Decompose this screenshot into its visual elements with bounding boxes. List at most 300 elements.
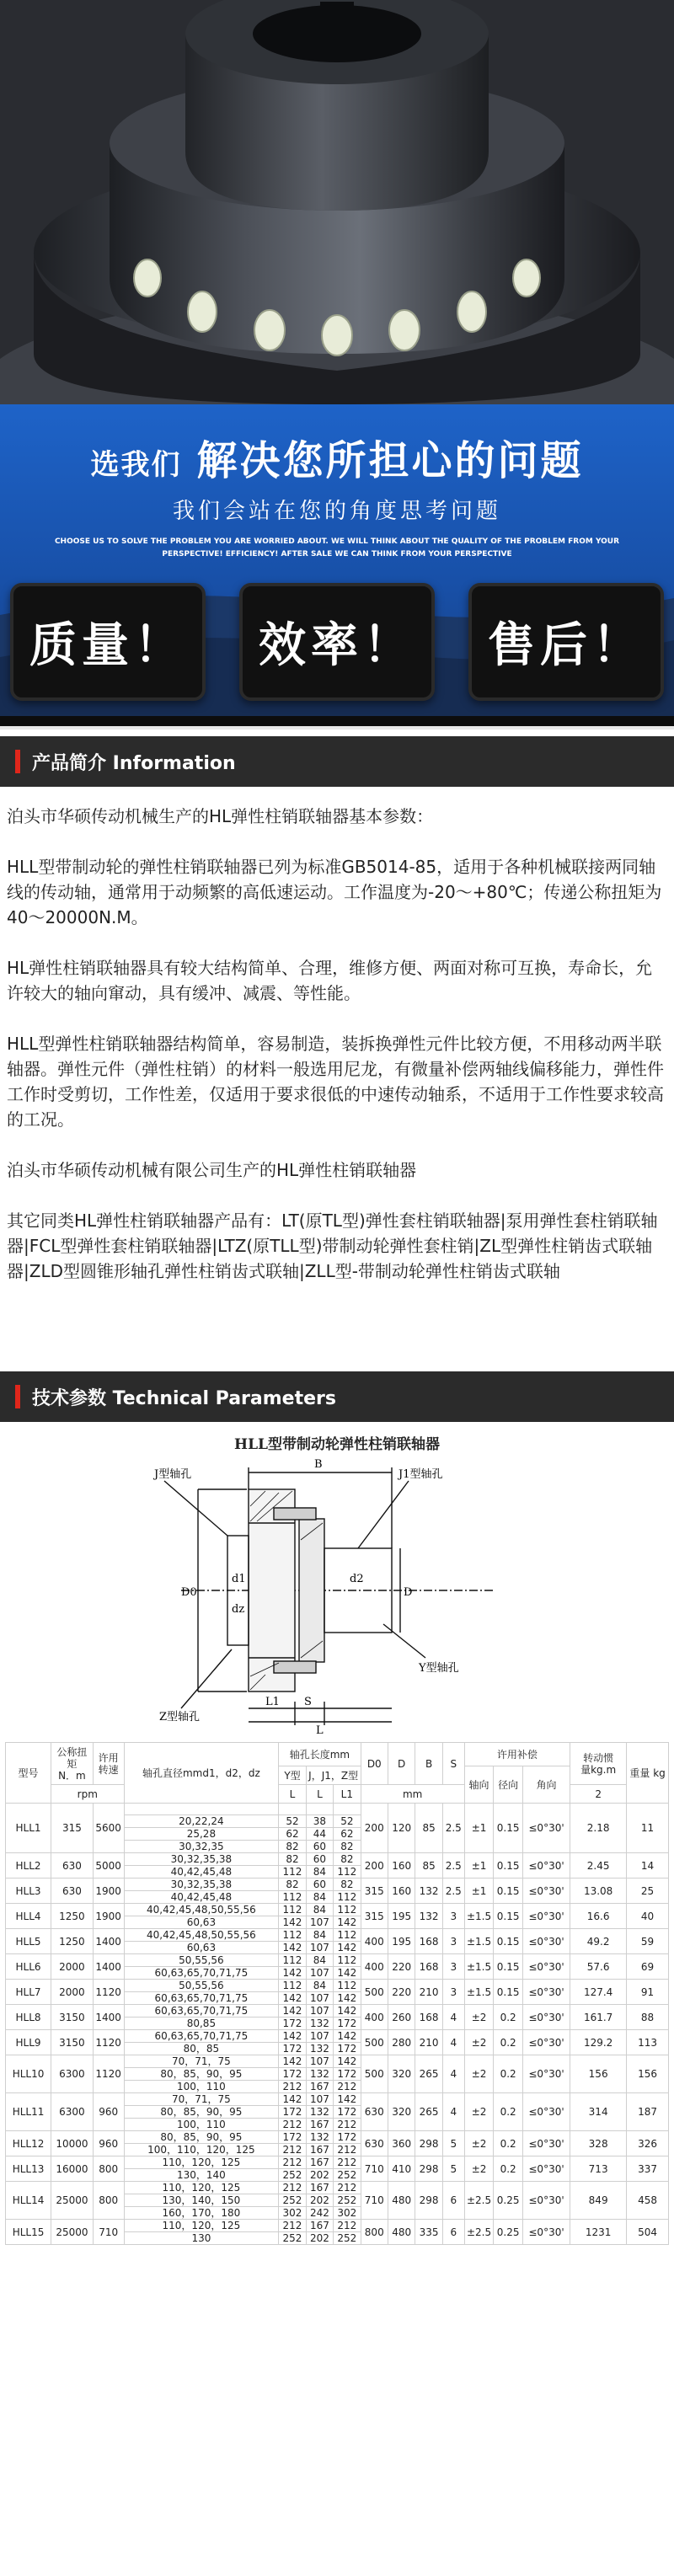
cell-l-j: 84	[306, 1954, 333, 1967]
cell-bore: 80，85，90，95	[124, 2131, 279, 2144]
cell-l1: 142	[334, 2093, 361, 2106]
cell-l-j: 84	[306, 1891, 333, 1904]
cell-torque: 25000	[51, 2220, 94, 2245]
cell-l-j: 132	[306, 2018, 333, 2030]
cell-bore: 40,42,45,48,50,55,56	[124, 1929, 279, 1942]
cell-inertia: 161.7	[570, 2005, 627, 2030]
cell-inertia: 57.6	[570, 1954, 627, 1980]
cell-weight: 69	[627, 1954, 669, 1980]
section-divider	[0, 726, 674, 730]
cell-b: 298	[415, 2182, 442, 2220]
cell-l1: 172	[334, 2106, 361, 2119]
cell-l-j: 167	[306, 2182, 333, 2194]
cell-radial: 0.15	[494, 1954, 523, 1980]
cell-torque: 1250	[51, 1904, 94, 1929]
cell-l-y: 172	[279, 2106, 306, 2119]
cell-l1: 142	[334, 1992, 361, 2005]
dim-b: B	[314, 1458, 323, 1471]
cell-l-y: 62	[279, 1828, 306, 1841]
cell-bore: 80,85	[124, 2018, 279, 2030]
technical-drawing	[147, 1432, 527, 1735]
cell-bore: 60,63,65,70,71,75	[124, 1967, 279, 1980]
cell-s: 5	[442, 2156, 464, 2182]
table-row	[6, 2055, 669, 2068]
cell-model: HLL9	[6, 2030, 51, 2055]
cell-l1: 112	[334, 1866, 361, 1879]
cell-l-y: 112	[279, 1954, 306, 1967]
cell-angular: ≤0°30'	[522, 1954, 570, 1980]
cell-b: 265	[415, 2093, 442, 2131]
cell-bore: 40,42,45,48	[124, 1891, 279, 1904]
cell-angular: ≤0°30'	[522, 2156, 570, 2182]
table-row	[6, 2005, 669, 2018]
cell-inertia: 2.45	[570, 1853, 627, 1879]
cell-l-j: 202	[306, 2169, 333, 2182]
cell-radial: 0.25	[494, 2182, 523, 2220]
cell-d: 320	[388, 2055, 415, 2093]
z-hole-label: Z型轴孔	[159, 1711, 201, 1724]
cell-l1: 212	[334, 2156, 361, 2169]
table-body	[6, 1804, 669, 2245]
dim-dz: dz	[232, 1603, 245, 1616]
efficiency-card-label: 效率！	[259, 618, 415, 673]
cell-d: 160	[388, 1879, 415, 1904]
cell-l-y: 302	[279, 2207, 306, 2220]
cell-weight: 59	[627, 1929, 669, 1954]
cell-d: 320	[388, 2093, 415, 2131]
cell-inertia: 1231	[570, 2220, 627, 2245]
dim-l1: L1	[265, 1696, 280, 1708]
cell-s: 4	[442, 2055, 464, 2093]
cell-axial: ±1.5	[464, 1980, 494, 2005]
cell-d0: 200	[361, 1853, 388, 1879]
cell-empty	[334, 1804, 361, 1815]
cell-inertia: 713	[570, 2156, 627, 2182]
cell-model: HLL13	[6, 2156, 51, 2182]
cell-d: 410	[388, 2156, 415, 2182]
cell-model: HLL6	[6, 1954, 51, 1980]
cell-s: 3	[442, 1904, 464, 1929]
cell-b: 132	[415, 1904, 442, 1929]
cell-l1: 82	[334, 1879, 361, 1891]
cell-axial: ±2	[464, 2093, 494, 2131]
cell-torque: 3150	[51, 2030, 94, 2055]
cell-l-j: 202	[306, 2194, 333, 2207]
cell-l-j: 84	[306, 1980, 333, 1992]
quality-card	[10, 583, 206, 701]
cell-bore: 130，140	[124, 2169, 279, 2182]
cell-l1: 142	[334, 2005, 361, 2018]
cell-bore: 20,22,24	[124, 1815, 279, 1828]
cell-radial: 0.2	[494, 2030, 523, 2055]
cell-b: 210	[415, 1980, 442, 2005]
cell-angular: ≤0°30'	[522, 1853, 570, 1879]
cell-l-y: 112	[279, 1891, 306, 1904]
cell-b: 168	[415, 2005, 442, 2030]
cell-radial: 0.15	[494, 1929, 523, 1954]
cell-d0: 500	[361, 2055, 388, 2093]
cell-l1: 252	[334, 2169, 361, 2182]
cell-model: HLL11	[6, 2093, 51, 2131]
cell-speed: 1400	[93, 1954, 124, 1980]
intro-paragraph: HLL型弹性柱销联轴器结构简单，容易制造，装拆换弹性元件比较方便，不用移动两半联轴器。弹性元件（弹性柱销）的材料一般选用尼龙，有微量补偿两轴线偏移能力，弹性件工作时受剪切，工作性差，仅适用于要求很低的中速传动轴系，不适用于工作性要求较高的工况。	[7, 1034, 664, 1130]
cell-radial: 0.15	[494, 1879, 523, 1904]
product-photo	[0, 0, 674, 404]
cell-bore: 50,55,56	[124, 1980, 279, 1992]
cell-torque: 2000	[51, 1954, 94, 1980]
col-bore: 轴孔直径mmd1，d2，dz	[124, 1743, 279, 1804]
col-bore-length: 轴孔长度mm	[279, 1743, 361, 1766]
cell-l-j: 107	[306, 1992, 333, 2005]
quality-card-label: 质量！	[29, 618, 186, 673]
cell-l-y: 142	[279, 2030, 306, 2043]
cell-axial: ±2.5	[464, 2182, 494, 2220]
cell-l1: 212	[334, 2081, 361, 2093]
col-inertia: 转动惯 量kg.m	[570, 1743, 627, 1785]
cell-empty	[279, 1804, 306, 1815]
cell-l-j: 107	[306, 2093, 333, 2106]
cell-radial: 0.2	[494, 2055, 523, 2093]
cell-axial: ±2	[464, 2131, 494, 2156]
cell-l-y: 142	[279, 2005, 306, 2018]
cell-l-y: 112	[279, 1980, 306, 1992]
cell-bore: 60,63	[124, 1916, 279, 1929]
cell-l-j: 84	[306, 1866, 333, 1879]
cell-l-j: 107	[306, 1942, 333, 1954]
unit-l-y: L	[279, 1785, 306, 1804]
cell-model: HLL8	[6, 2005, 51, 2030]
cell-weight: 14	[627, 1853, 669, 1879]
cell-inertia: 328	[570, 2131, 627, 2156]
cell-model: HLL10	[6, 2055, 51, 2093]
dim-d1: d1	[232, 1573, 246, 1585]
cell-l-y: 212	[279, 2119, 306, 2131]
cell-l-j: 167	[306, 2144, 333, 2156]
cell-axial: ±1	[464, 1804, 494, 1853]
cell-l1: 142	[334, 1967, 361, 1980]
cell-l-j: 60	[306, 1879, 333, 1891]
cell-l1: 302	[334, 2207, 361, 2220]
cell-l-y: 252	[279, 2232, 306, 2245]
cell-bore: 30,32,35	[124, 1841, 279, 1853]
cell-l1: 172	[334, 2018, 361, 2030]
cell-angular: ≤0°30'	[522, 2131, 570, 2156]
banner-headline-small: 选我们	[90, 448, 182, 482]
cell-l-y: 212	[279, 2156, 306, 2169]
cell-inertia: 2.18	[570, 1804, 627, 1853]
cell-torque: 1250	[51, 1929, 94, 1954]
cell-torque: 3150	[51, 2005, 94, 2030]
cell-axial: ±2	[464, 2030, 494, 2055]
cell-b: 168	[415, 1954, 442, 1980]
cell-b: 335	[415, 2220, 442, 2245]
cell-s: 2.5	[442, 1853, 464, 1879]
cell-b: 298	[415, 2156, 442, 2182]
cell-angular: ≤0°30'	[522, 2220, 570, 2245]
cell-model: HLL3	[6, 1879, 51, 1904]
cell-axial: ±2	[464, 2156, 494, 2182]
cell-model: HLL7	[6, 1980, 51, 2005]
j1-hole-label: J1型轴孔	[399, 1468, 443, 1481]
cell-speed: 960	[93, 2131, 124, 2156]
col-j-type: J，J1，Z型	[306, 1766, 361, 1785]
cell-torque: 630	[51, 1853, 94, 1879]
cell-l-j: 84	[306, 1929, 333, 1942]
cell-d0: 400	[361, 1954, 388, 1980]
cell-angular: ≤0°30'	[522, 2030, 570, 2055]
cell-bore: 110，120，125	[124, 2156, 279, 2169]
section-accent-bar	[15, 750, 20, 773]
cell-weight: 88	[627, 2005, 669, 2030]
table-row	[6, 1980, 669, 1992]
cell-axial: ±2	[464, 2055, 494, 2093]
cell-radial: 0.2	[494, 2005, 523, 2030]
cell-bore: 40,42,45,48,50,55,56	[124, 1904, 279, 1916]
cell-empty	[306, 1804, 333, 1815]
table-row	[6, 1853, 669, 1866]
cell-s: 4	[442, 2093, 464, 2131]
cell-d0: 630	[361, 2093, 388, 2131]
dim-l: L	[316, 1724, 324, 1734]
col-torque: 公称扭矩 N．m	[51, 1743, 94, 1785]
cell-bore: 70，71，75	[124, 2093, 279, 2106]
product-intro	[7, 804, 669, 1309]
cell-d: 260	[388, 2005, 415, 2030]
table-row	[6, 1954, 669, 1967]
cell-speed: 5600	[93, 1804, 124, 1853]
cell-torque: 2000	[51, 1980, 94, 2005]
cell-l1: 52	[334, 1815, 361, 1828]
col-d: D	[388, 1743, 415, 1785]
cell-inertia: 849	[570, 2182, 627, 2220]
cell-d: 220	[388, 1980, 415, 2005]
cell-l-y: 212	[279, 2182, 306, 2194]
cell-model: HLL2	[6, 1853, 51, 1879]
y-hole-label: Y型轴孔	[419, 1662, 459, 1675]
cell-d0: 800	[361, 2220, 388, 2245]
cell-d0: 315	[361, 1879, 388, 1904]
cell-l1: 82	[334, 1853, 361, 1866]
unit-mm: mm	[361, 1785, 464, 1804]
cell-radial: 0.2	[494, 2156, 523, 2182]
cell-radial: 0.2	[494, 2093, 523, 2131]
cell-l-j: 60	[306, 1853, 333, 1866]
cell-weight: 40	[627, 1904, 669, 1929]
cell-bore: 40,42,45,48	[124, 1866, 279, 1879]
cell-angular: ≤0°30'	[522, 2055, 570, 2093]
dim-d2: d2	[350, 1573, 364, 1585]
cell-l1: 62	[334, 1828, 361, 1841]
cell-d: 480	[388, 2182, 415, 2220]
cell-l-y: 82	[279, 1853, 306, 1866]
cell-torque: 6300	[51, 2093, 94, 2131]
cell-axial: ±1	[464, 1853, 494, 1879]
cell-inertia: 314	[570, 2093, 627, 2131]
cell-angular: ≤0°30'	[522, 1980, 570, 2005]
cell-l-y: 212	[279, 2081, 306, 2093]
cell-l1: 142	[334, 2030, 361, 2043]
cell-torque: 315	[51, 1804, 94, 1853]
cell-l-j: 107	[306, 1916, 333, 1929]
cell-inertia: 127.4	[570, 1980, 627, 2005]
cell-d: 280	[388, 2030, 415, 2055]
table-row	[6, 2131, 669, 2144]
cell-l1: 112	[334, 1929, 361, 1942]
cell-l-j: 242	[306, 2207, 333, 2220]
cell-speed: 960	[93, 2093, 124, 2131]
cell-weight: 156	[627, 2055, 669, 2093]
cell-angular: ≤0°30'	[522, 2005, 570, 2030]
cell-model: HLL1	[6, 1804, 51, 1853]
cell-bore: 100，110	[124, 2119, 279, 2131]
cell-speed: 1400	[93, 1929, 124, 1954]
cell-b: 265	[415, 2055, 442, 2093]
cell-speed: 1900	[93, 1904, 124, 1929]
cell-axial: ±2.5	[464, 2220, 494, 2245]
cell-l1: 252	[334, 2232, 361, 2245]
cell-l-j: 107	[306, 2005, 333, 2018]
promo-banner	[0, 404, 674, 726]
col-s: S	[442, 1743, 464, 1785]
cell-angular: ≤0°30'	[522, 1929, 570, 1954]
banner-english-text: CHOOSE US TO SOLVE THE PROBLEM YOU ARE WORRIED ABOUT. WE WILL THINK ABOUT THE QUALITY OF THE PROBLEM FROM YOUR PERSPECTIVE! EFFICIENCY! AFTER SALE WE CAN THINK FROM YOUR PERSPECTIVE	[54, 537, 620, 558]
cell-d0: 710	[361, 2156, 388, 2182]
cell-weight: 326	[627, 2131, 669, 2156]
cell-model: HLL14	[6, 2182, 51, 2220]
cell-speed: 800	[93, 2156, 124, 2182]
banner-bottom-strip	[0, 716, 674, 726]
table-row	[6, 2093, 669, 2106]
cell-torque: 16000	[51, 2156, 94, 2182]
cell-l1: 112	[334, 1954, 361, 1967]
cell-s: 3	[442, 1980, 464, 2005]
j-hole-label: J型轴孔	[154, 1468, 192, 1481]
cell-l-j: 107	[306, 2030, 333, 2043]
cell-d0: 710	[361, 2182, 388, 2220]
cell-d: 195	[388, 1904, 415, 1929]
cell-l-j: 84	[306, 1904, 333, 1916]
cell-model: HLL15	[6, 2220, 51, 2245]
cell-l1: 172	[334, 2043, 361, 2055]
cell-bore: 50,55,56	[124, 1954, 279, 1967]
cell-l-y: 142	[279, 1942, 306, 1954]
cell-speed: 800	[93, 2182, 124, 2220]
cell-l-j: 107	[306, 2055, 333, 2068]
col-speed: 许用 转速	[93, 1743, 124, 1785]
cell-l1: 112	[334, 1904, 361, 1916]
cell-s: 4	[442, 2005, 464, 2030]
intro-section-header	[0, 736, 674, 787]
cell-s: 3	[442, 1929, 464, 1954]
cell-inertia: 156	[570, 2055, 627, 2093]
cell-s: 2.5	[442, 1804, 464, 1853]
cell-inertia: 13.08	[570, 1879, 627, 1904]
after-sale-card	[468, 583, 664, 701]
cell-l-j: 132	[306, 2106, 333, 2119]
cell-l1: 82	[334, 1841, 361, 1853]
cell-speed: 5000	[93, 1853, 124, 1879]
cell-l-j: 202	[306, 2232, 333, 2245]
cell-s: 5	[442, 2131, 464, 2156]
cell-l-y: 172	[279, 2043, 306, 2055]
parameter-table	[5, 1742, 669, 2245]
cell-l1: 172	[334, 2068, 361, 2081]
cell-bore: 60,63,65,70,71,75	[124, 1992, 279, 2005]
intro-paragraph: 泊头市华硕传动机械生产的HL弹性柱销联轴器基本参数：	[7, 806, 434, 826]
cell-l-y: 112	[279, 1929, 306, 1942]
cell-torque: 10000	[51, 2131, 94, 2156]
table-row	[6, 1929, 669, 1942]
cell-bore: 70，71，75	[124, 2055, 279, 2068]
cell-b: 298	[415, 2131, 442, 2156]
banner-headline	[0, 428, 674, 486]
cell-bore: 60,63	[124, 1942, 279, 1954]
coupling-illustration	[0, 0, 674, 404]
cell-radial: 0.15	[494, 1980, 523, 2005]
cell-axial: ±2	[464, 2005, 494, 2030]
cell-l-j: 132	[306, 2068, 333, 2081]
col-radial: 径向	[494, 1766, 523, 1804]
cell-radial: 0.15	[494, 1804, 523, 1853]
intro-paragraph: 泊头市华硕传动机械有限公司生产的HL弹性柱销联轴器	[7, 1160, 417, 1180]
cell-empty	[124, 1804, 279, 1815]
cell-weight: 504	[627, 2220, 669, 2245]
cell-bore: 60,63,65,70,71,75	[124, 2030, 279, 2043]
cell-weight: 337	[627, 2156, 669, 2182]
cell-torque: 6300	[51, 2055, 94, 2093]
dim-d: D	[404, 1586, 413, 1599]
tech-section-title: 技术参数 Technical Parameters	[32, 1387, 336, 1409]
intro-section-title: 产品简介 Information	[32, 752, 236, 774]
cell-weight: 113	[627, 2030, 669, 2055]
cell-bore: 30,32,35,38	[124, 1853, 279, 1866]
intro-paragraph: 其它同类HL弹性柱销联轴器产品有：LT(原TL型)弹性套柱销联轴器|泵用弹性套柱销联轴器|FCL型弹性套柱销联轴器|LTZ(原TLL型)带制动轮弹性套柱销|ZL型弹性柱销齿式联轴器|ZLD型圆锥形轴孔弹性柱销齿式联轴|ZLL型-带制动轮弹性柱销齿式联轴	[7, 1211, 658, 1281]
cell-bore: 30,32,35,38	[124, 1879, 279, 1891]
cell-b: 85	[415, 1804, 442, 1853]
cell-l-y: 52	[279, 1815, 306, 1828]
cell-angular: ≤0°30'	[522, 1804, 570, 1853]
coupling-section-drawing	[147, 1456, 527, 1734]
cell-l-y: 212	[279, 2144, 306, 2156]
efficiency-card	[239, 583, 435, 701]
cell-d: 220	[388, 1954, 415, 1980]
cell-l-y: 252	[279, 2169, 306, 2182]
cell-bore: 80，85，90，95	[124, 2068, 279, 2081]
cell-bore: 80，85	[124, 2043, 279, 2055]
cell-bore: 110，120，125	[124, 2182, 279, 2194]
cell-l-y: 172	[279, 2018, 306, 2030]
cell-axial: ±1.5	[464, 1954, 494, 1980]
cell-d0: 400	[361, 2005, 388, 2030]
cell-d0: 500	[361, 1980, 388, 2005]
unit-l1: L1	[334, 1785, 361, 1804]
cell-weight: 91	[627, 1980, 669, 2005]
intro-paragraph: HLL型带制动轮的弹性柱销联轴器已列为标准GB5014-85，适用于各种机械联接两同轴线的传动轴，通常用于动频繁的高低速运动。工作温度为-20～+80℃；传递公称扭矩为40～20000N.M。	[7, 857, 662, 927]
cell-speed: 1900	[93, 1879, 124, 1904]
cell-axial: ±1	[464, 1879, 494, 1904]
cell-l1: 142	[334, 1916, 361, 1929]
table-row	[6, 1879, 669, 1891]
dim-s: S	[304, 1696, 312, 1708]
cell-bore: 110，120，125	[124, 2220, 279, 2232]
table-row	[6, 1904, 669, 1916]
cell-axial: ±1.5	[464, 1904, 494, 1929]
cell-l-j: 60	[306, 1841, 333, 1853]
banner-subheadline: 我们会站在您的角度思考问题	[172, 499, 501, 524]
cell-angular: ≤0°30'	[522, 2093, 570, 2131]
cell-inertia: 16.6	[570, 1904, 627, 1929]
cell-bore: 130	[124, 2232, 279, 2245]
